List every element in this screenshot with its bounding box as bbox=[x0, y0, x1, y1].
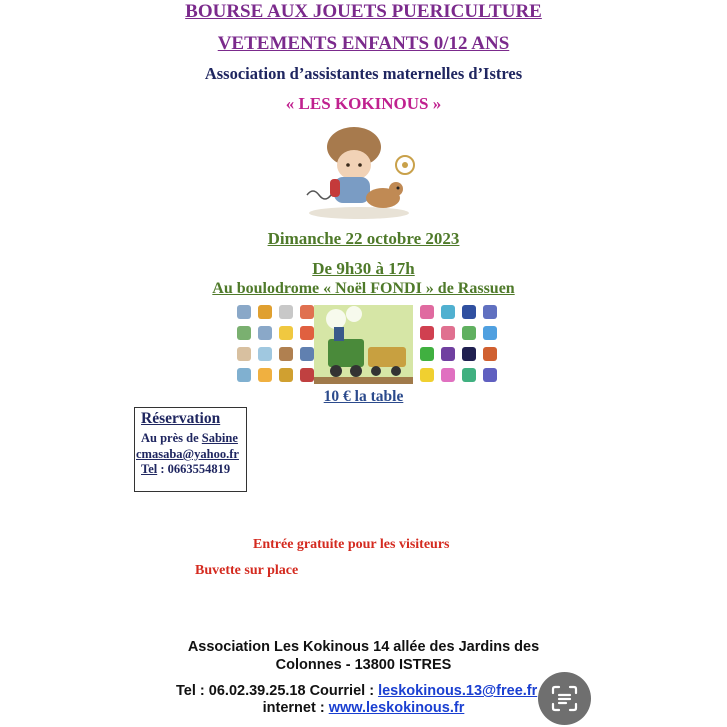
scan-text-icon bbox=[551, 685, 578, 712]
footer-email-link[interactable]: leskokinous.13@free.fr bbox=[378, 683, 538, 699]
toy-icon bbox=[258, 347, 272, 361]
child-with-dog-illustration bbox=[301, 125, 418, 221]
toy-icon bbox=[300, 368, 314, 382]
scan-text-button[interactable] bbox=[538, 672, 591, 725]
toy-icon bbox=[258, 326, 272, 340]
toy-icon bbox=[237, 368, 251, 382]
clothing-icon bbox=[462, 326, 476, 340]
reservation-email-link[interactable]: cmasaba@yahoo.fr bbox=[136, 447, 239, 461]
free-entry-note: Entrée gratuite pour les visiteurs bbox=[253, 537, 450, 552]
toy-icon bbox=[258, 368, 272, 382]
clothing-icon bbox=[483, 305, 497, 319]
clothing-icon bbox=[462, 305, 476, 319]
clothing-icon bbox=[483, 368, 497, 382]
clothing-icon bbox=[483, 326, 497, 340]
toy-icon bbox=[300, 305, 314, 319]
footer-contact-line bbox=[0, 683, 727, 699]
reservation-box bbox=[134, 407, 247, 492]
clothing-icon bbox=[441, 368, 455, 382]
toy-icon bbox=[279, 347, 293, 361]
reservation-contact-name: Sabine bbox=[201, 431, 238, 445]
clothing-icon bbox=[420, 347, 434, 361]
toy-icon bbox=[279, 326, 293, 340]
toy-icon bbox=[300, 326, 314, 340]
reservation-contact bbox=[141, 431, 238, 446]
toy-icon bbox=[300, 347, 314, 361]
toy-icon bbox=[279, 305, 293, 319]
clothing-icon bbox=[462, 347, 476, 361]
clothing-icon bbox=[441, 347, 455, 361]
footer-site-link[interactable]: www.leskokinous.fr bbox=[328, 700, 465, 716]
event-date: Dimanche 22 octobre 2023 bbox=[267, 229, 460, 248]
reservation-tel-value: : 0663554819 bbox=[157, 462, 231, 476]
toy-train-illustration bbox=[314, 305, 413, 384]
clothing-icon bbox=[420, 368, 434, 382]
clothing-icon bbox=[420, 305, 434, 319]
toy-icon bbox=[258, 305, 272, 319]
toy-icons bbox=[235, 303, 316, 384]
clothing-icon bbox=[420, 326, 434, 340]
association-name: « LES KOKINOUS » bbox=[285, 94, 442, 113]
footer-address-line-1: Association Les Kokinous 14 allée des Jardins des bbox=[187, 639, 540, 655]
clothing-icons bbox=[418, 303, 499, 384]
toy-icon bbox=[237, 305, 251, 319]
footer-site-line bbox=[0, 700, 727, 716]
footer-address-line-2: Colonnes - 13800 ISTRES bbox=[275, 657, 452, 673]
title-line-1: BOURSE AUX JOUETS PUERICULTURE bbox=[185, 1, 542, 22]
reservation-contact-prefix: Au près de bbox=[141, 431, 202, 445]
footer-tel: Tel : 06.02.39.25.18 Courriel : bbox=[176, 683, 379, 699]
toy-icon bbox=[237, 347, 251, 361]
price-per-table: 10 € la table bbox=[323, 388, 404, 405]
reservation-title: Réservation bbox=[141, 410, 221, 427]
footer-site-prefix: internet : bbox=[262, 700, 329, 716]
toy-icon bbox=[279, 368, 293, 382]
event-place: Au boulodrome « Noël FONDI » de Rassuen bbox=[212, 280, 515, 297]
association-line: Association d’assistantes maternelles d’Istres bbox=[204, 64, 523, 83]
buvette-note: Buvette sur place bbox=[195, 563, 299, 578]
clothing-icon bbox=[483, 347, 497, 361]
clothing-icon bbox=[441, 326, 455, 340]
event-hours: De 9h30 à 17h bbox=[312, 259, 415, 278]
clothing-icon bbox=[441, 305, 455, 319]
title-line-2: VETEMENTS ENFANTS 0/12 ANS bbox=[217, 33, 510, 54]
reservation-phone bbox=[141, 462, 230, 477]
reservation-tel-label: Tel bbox=[141, 462, 158, 476]
clothing-icon bbox=[462, 368, 476, 382]
toy-icon bbox=[237, 326, 251, 340]
